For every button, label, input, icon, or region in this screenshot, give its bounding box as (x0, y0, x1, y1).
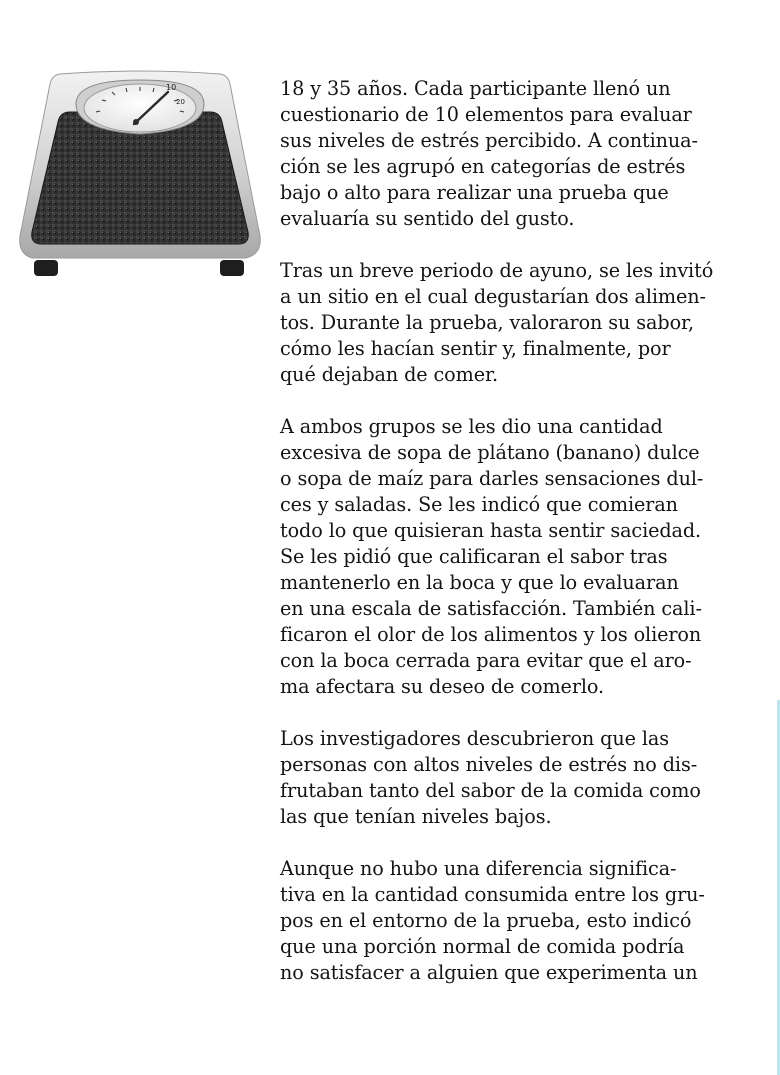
dial-label-20: 20 (176, 98, 185, 106)
text-line: no satisfacer a alguien que experimenta un (280, 961, 698, 984)
text-line: todo lo que quisieran hasta sentir saciedad. (280, 519, 702, 542)
text-line: qué dejaban de comer. (280, 363, 498, 386)
text-line: evaluaría su sentido del gusto. (280, 207, 575, 230)
text-line: ces y saladas. Se les indicó que comieran (280, 493, 678, 516)
text-line: personas con altos niveles de estrés no dis- (280, 753, 698, 776)
text-line: A ambos grupos se les dio una cantidad (280, 415, 663, 438)
text-line: bajo o alto para realizar una prueba que (280, 181, 669, 204)
paragraph-4 (280, 726, 720, 830)
text-line: frutaban tanto del sabor de la comida como (280, 779, 701, 802)
text-line: Se les pidió que calificaran el sabor tras (280, 545, 668, 568)
text-line: en una escala de satisfacción. También cali- (280, 597, 702, 620)
text-line: cómo les hacían sentir y, finalmente, por (280, 337, 671, 360)
text-line: ma afectara su deseo de comerlo. (280, 675, 605, 698)
paragraph-1 (280, 76, 720, 232)
text-line: mantenerlo en la boca y que lo evaluaran (280, 571, 679, 594)
text-line: con la boca cerrada para evitar que el aro- (280, 649, 692, 672)
text-line: Tras un breve periodo de ayuno, se les invitó (280, 259, 714, 282)
paragraph-5 (280, 856, 720, 986)
dial-label-10: 10 (166, 83, 177, 92)
text-line: ción se les agrupó en categorías de estrés (280, 155, 686, 178)
text-line: ficaron el olor de los alimentos y los olieron (280, 623, 702, 646)
bathroom-scale-image (16, 68, 264, 282)
text-line: o sopa de maíz para darles sensaciones dul- (280, 467, 704, 490)
text-line: Los investigadores descubrieron que las (280, 727, 669, 750)
article-body (280, 76, 720, 1012)
text-line: tiva en la cantidad consumida entre los gru- (280, 883, 705, 906)
text-line: cuestionario de 10 elementos para evaluar (280, 103, 692, 126)
text-line: sus niveles de estrés percibido. A continua- (280, 129, 698, 152)
text-line: 18 y 35 años. Cada participante llenó un (280, 77, 671, 100)
text-line: las que tenían niveles bajos. (280, 805, 552, 828)
text-line: excesiva de sopa de plátano (banano) dulce (280, 441, 700, 464)
text-line: a un sitio en el cual degustarían dos alimen- (280, 285, 706, 308)
text-line: Aunque no hubo una diferencia significa- (280, 857, 677, 880)
text-line: que una porción normal de comida podría (280, 935, 685, 958)
paragraph-2 (280, 258, 720, 388)
text-line: tos. Durante la prueba, valoraron su sabor, (280, 311, 694, 334)
text-line: pos en el entorno de la prueba, esto indicó (280, 909, 692, 932)
paragraph-3 (280, 414, 720, 700)
